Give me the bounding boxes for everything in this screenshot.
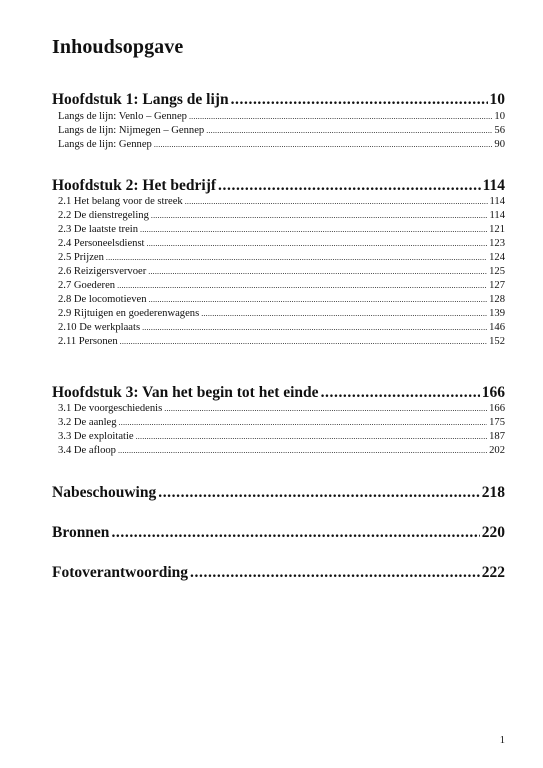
toc-entry[interactable]: [58, 110, 505, 124]
toc-entry[interactable]: [58, 307, 505, 321]
toc-entry-label: 2.6 Reizigersvervoer: [58, 266, 147, 277]
dot-leader: [218, 176, 481, 196]
dot-leader: [111, 523, 479, 543]
toc-page-number: 114: [482, 177, 505, 194]
dot-leader: [118, 444, 487, 458]
toc-entry[interactable]: [58, 416, 505, 430]
dot-leader: [149, 293, 488, 307]
toc-entry-label: 3.3 De exploitatie: [58, 431, 134, 442]
toc-page-number: 127: [489, 280, 505, 291]
toc-page-number: 121: [489, 224, 505, 235]
toc-page-number: 218: [481, 484, 505, 501]
toc-section-label: Fotoverantwoording: [52, 564, 189, 581]
toc-entry-label: 2.10 De werkplaats: [58, 322, 141, 333]
dot-leader: [140, 223, 487, 237]
toc-entry-label: 2.7 Goederen: [58, 280, 116, 291]
dot-leader: [117, 279, 487, 293]
toc-page-number: 125: [489, 266, 505, 277]
dot-leader: [231, 90, 488, 110]
toc-page-number: 202: [489, 445, 505, 456]
toc-entry-label: 2.9 Rijtuigen en goederenwagens: [58, 308, 200, 319]
toc-chapter-label: Hoofdstuk 1: Langs de lijn: [52, 91, 229, 108]
toc-page-number: 166: [489, 403, 505, 414]
toc-section-nabeschouwing[interactable]: [52, 483, 505, 503]
toc-entry[interactable]: [58, 444, 505, 458]
dot-leader: [151, 209, 488, 223]
toc-page-number: 166: [481, 384, 505, 401]
toc-entry-label: 3.2 De aanleg: [58, 417, 117, 428]
toc-entry[interactable]: [58, 279, 505, 293]
toc-entry-label: 2.2 De dienstregeling: [58, 210, 149, 221]
toc-entry[interactable]: [58, 251, 505, 265]
toc-page-number: 123: [489, 238, 505, 249]
toc-page-number: 146: [489, 322, 505, 333]
dot-leader: [189, 110, 492, 124]
toc-page-number: 114: [489, 210, 505, 221]
toc-entry-label: 2.8 De locomotieven: [58, 294, 147, 305]
toc-entry[interactable]: [58, 138, 505, 152]
toc-chapter-2[interactable]: [52, 176, 505, 196]
toc-page-number: 124: [489, 252, 505, 263]
toc-section-bronnen[interactable]: [52, 523, 505, 543]
dot-leader: [206, 124, 492, 138]
dot-leader: [142, 321, 487, 335]
dot-leader: [154, 138, 493, 152]
toc-chapter-label: Hoofdstuk 2: Het bedrijf: [52, 177, 217, 194]
toc-entry-label: Langs de lijn: Venlo – Gennep: [58, 111, 187, 122]
toc-chapter-1[interactable]: [52, 90, 505, 110]
toc-entry[interactable]: [58, 209, 505, 223]
toc-entry[interactable]: [58, 293, 505, 307]
dot-leader: [190, 563, 480, 583]
toc-entry-label: 2.11 Personen: [58, 336, 118, 347]
toc-entry-label: 3.4 De afloop: [58, 445, 116, 456]
toc-page-number: 128: [489, 294, 505, 305]
toc-section-label: Nabeschouwing: [52, 484, 157, 501]
toc-entry-label: 2.3 De laatste trein: [58, 224, 139, 235]
toc-entry-label: 2.4 Personeelsdienst: [58, 238, 145, 249]
toc-entry[interactable]: [58, 223, 505, 237]
toc-entry-label: 2.1 Het belang voor de streek: [58, 196, 183, 207]
dot-leader: [120, 335, 487, 349]
toc-page-number: 152: [489, 336, 505, 347]
dot-leader: [119, 416, 488, 430]
toc-entry[interactable]: [58, 237, 505, 251]
dot-leader: [201, 307, 487, 321]
toc-chapter-3[interactable]: [52, 383, 505, 403]
toc-entry[interactable]: [58, 430, 505, 444]
toc-entry[interactable]: [58, 402, 505, 416]
toc-entry-label: Langs de lijn: Nijmegen – Gennep: [58, 125, 205, 136]
toc-entry[interactable]: [58, 335, 505, 349]
toc-entry-label: Langs de lijn: Gennep: [58, 139, 152, 150]
dot-leader: [136, 430, 488, 444]
toc-page-number: 90: [494, 139, 505, 150]
toc-entry[interactable]: [58, 321, 505, 335]
dot-leader: [185, 195, 488, 209]
page-number: 1: [499, 735, 505, 746]
toc-entry-label: 2.5 Prijzen: [58, 252, 104, 263]
toc-page-number: 220: [481, 524, 505, 541]
dot-leader: [158, 483, 480, 503]
toc-page-number: 56: [494, 125, 505, 136]
toc-section-fotoverantwoording[interactable]: [52, 563, 505, 583]
dot-leader: [164, 402, 487, 416]
toc-page-number: 222: [481, 564, 505, 581]
toc-page-number: 187: [489, 431, 505, 442]
page-title: Inhoudsopgave: [52, 36, 184, 58]
toc-page-number: 139: [489, 308, 505, 319]
toc-page: [52, 0, 505, 768]
toc-entry-label: 3.1 De voorgeschiedenis: [58, 403, 163, 414]
dot-leader: [147, 237, 488, 251]
dot-leader: [106, 251, 487, 265]
toc-entry[interactable]: [58, 124, 505, 138]
toc-section-label: Bronnen: [52, 524, 110, 541]
toc-page-number: 10: [494, 111, 505, 122]
dot-leader: [321, 383, 480, 403]
toc-page-number: 175: [489, 417, 505, 428]
toc-chapter-label: Hoofdstuk 3: Van het begin tot het einde: [52, 384, 319, 401]
toc-entry[interactable]: [58, 265, 505, 279]
dot-leader: [148, 265, 487, 279]
toc-page-number: 114: [489, 196, 505, 207]
toc-page-number: 10: [489, 91, 505, 108]
toc-entry[interactable]: [58, 195, 505, 209]
